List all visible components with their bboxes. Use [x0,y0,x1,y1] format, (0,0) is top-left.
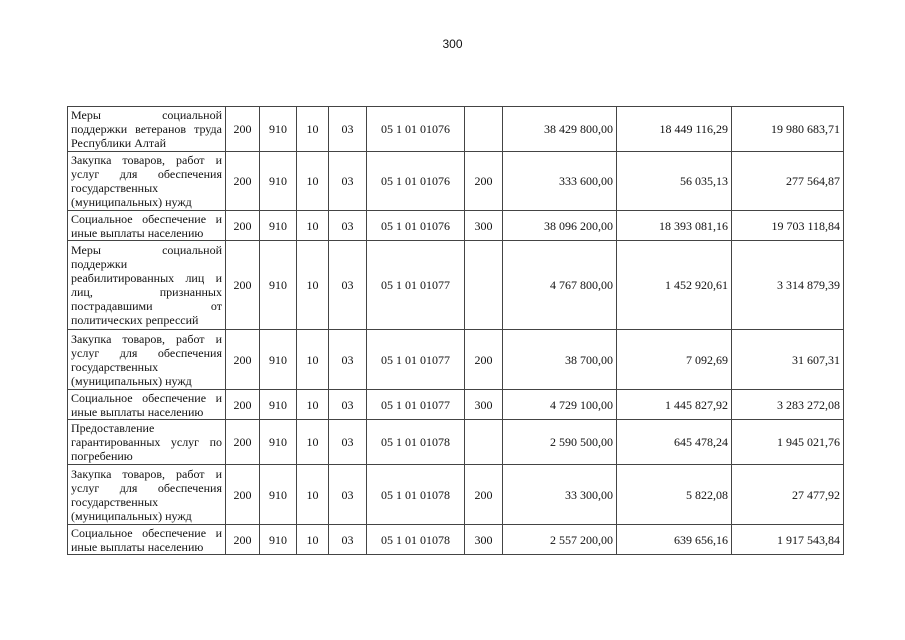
target-article-cell: 05 1 01 01077 [367,390,465,420]
section-cell: 10 [297,107,329,152]
rest-amount-cell: 3 283 272,08 [732,390,844,420]
code-cell: 200 [226,465,260,525]
code-cell: 910 [260,152,297,211]
expense-type-cell [465,241,503,330]
expense-type-cell: 300 [465,390,503,420]
plan-amount-cell: 38 429 800,00 [503,107,617,152]
code-cell: 200 [226,241,260,330]
target-article-cell: 05 1 01 01077 [367,241,465,330]
fact-amount-cell: 1 452 920,61 [617,241,732,330]
code-cell: 200 [226,420,260,465]
code-cell: 910 [260,465,297,525]
rest-amount-cell: 19 703 118,84 [732,211,844,241]
section-cell: 10 [297,390,329,420]
row-name: Социальное обеспечение и иные выплаты населению [68,390,226,420]
target-article-cell: 05 1 01 01077 [367,330,465,390]
plan-amount-cell: 38 700,00 [503,330,617,390]
target-article-cell: 05 1 01 01076 [367,107,465,152]
rest-amount-cell: 1 945 021,76 [732,420,844,465]
plan-amount-cell: 333 600,00 [503,152,617,211]
subsection-cell: 03 [329,152,367,211]
section-cell: 10 [297,330,329,390]
fact-amount-cell: 18 449 116,29 [617,107,732,152]
row-name: Закупка товаров, работ и услуг для обеспечения государственных (муниципальных) нужд [68,152,226,211]
rest-amount-cell: 27 477,92 [732,465,844,525]
section-cell: 10 [297,420,329,465]
code-cell: 200 [226,390,260,420]
code-cell: 200 [226,152,260,211]
table-row [68,525,844,555]
rest-amount-cell: 31 607,31 [732,330,844,390]
subsection-cell: 03 [329,211,367,241]
rest-amount-cell: 3 314 879,39 [732,241,844,330]
code-cell: 910 [260,241,297,330]
section-cell: 10 [297,525,329,555]
rest-amount-cell: 277 564,87 [732,152,844,211]
section-cell: 10 [297,241,329,330]
row-name: Предоставление гарантированных услуг по погребению [68,420,226,465]
page-number: 300 [442,37,463,51]
rest-amount-cell: 1 917 543,84 [732,525,844,555]
section-cell: 10 [297,152,329,211]
subsection-cell: 03 [329,330,367,390]
expense-type-cell: 300 [465,211,503,241]
table-row [68,152,844,211]
code-cell: 200 [226,525,260,555]
section-cell: 10 [297,211,329,241]
target-article-cell: 05 1 01 01078 [367,465,465,525]
fact-amount-cell: 645 478,24 [617,420,732,465]
plan-amount-cell: 4 767 800,00 [503,241,617,330]
plan-amount-cell: 2 590 500,00 [503,420,617,465]
target-article-cell: 05 1 01 01076 [367,152,465,211]
plan-amount-cell: 2 557 200,00 [503,525,617,555]
subsection-cell: 03 [329,390,367,420]
row-name: Социальное обеспечение и иные выплаты населению [68,525,226,555]
expense-type-cell: 300 [465,525,503,555]
table-row [68,107,844,152]
subsection-cell: 03 [329,465,367,525]
subsection-cell: 03 [329,420,367,465]
table-row [68,330,844,390]
plan-amount-cell: 4 729 100,00 [503,390,617,420]
code-cell: 910 [260,390,297,420]
table-row [68,420,844,465]
row-name: Закупка товаров, работ и услуг для обеспечения государственных (муниципальных) нужд [68,330,226,390]
expense-type-cell: 200 [465,330,503,390]
code-cell: 200 [226,211,260,241]
table-row [68,465,844,525]
expense-type-cell [465,420,503,465]
budget-table [67,106,844,555]
target-article-cell: 05 1 01 01076 [367,211,465,241]
row-name: Социальное обеспечение и иные выплаты населению [68,211,226,241]
rest-amount-cell: 19 980 683,71 [732,107,844,152]
plan-amount-cell: 38 096 200,00 [503,211,617,241]
code-cell: 910 [260,211,297,241]
fact-amount-cell: 1 445 827,92 [617,390,732,420]
expense-type-cell: 200 [465,465,503,525]
code-cell: 910 [260,525,297,555]
target-article-cell: 05 1 01 01078 [367,420,465,465]
row-name: Меры социальной поддержки реабилитированных лиц и лиц, признанных пострадавшими от политических репрессий [68,241,226,330]
fact-amount-cell: 7 092,69 [617,330,732,390]
code-cell: 200 [226,107,260,152]
code-cell: 910 [260,330,297,390]
target-article-cell: 05 1 01 01078 [367,525,465,555]
row-name: Меры социальной поддержки ветеранов труда Республики Алтай [68,107,226,152]
subsection-cell: 03 [329,107,367,152]
table-row [68,241,844,330]
fact-amount-cell: 18 393 081,16 [617,211,732,241]
table-body [68,107,844,555]
table-row [68,211,844,241]
subsection-cell: 03 [329,525,367,555]
code-cell: 910 [260,420,297,465]
expense-type-cell [465,107,503,152]
section-cell: 10 [297,465,329,525]
fact-amount-cell: 56 035,13 [617,152,732,211]
subsection-cell: 03 [329,241,367,330]
plan-amount-cell: 33 300,00 [503,465,617,525]
expense-type-cell: 200 [465,152,503,211]
code-cell: 200 [226,330,260,390]
row-name: Закупка товаров, работ и услуг для обеспечения государственных (муниципальных) нужд [68,465,226,525]
fact-amount-cell: 639 656,16 [617,525,732,555]
table-row [68,390,844,420]
code-cell: 910 [260,107,297,152]
fact-amount-cell: 5 822,08 [617,465,732,525]
